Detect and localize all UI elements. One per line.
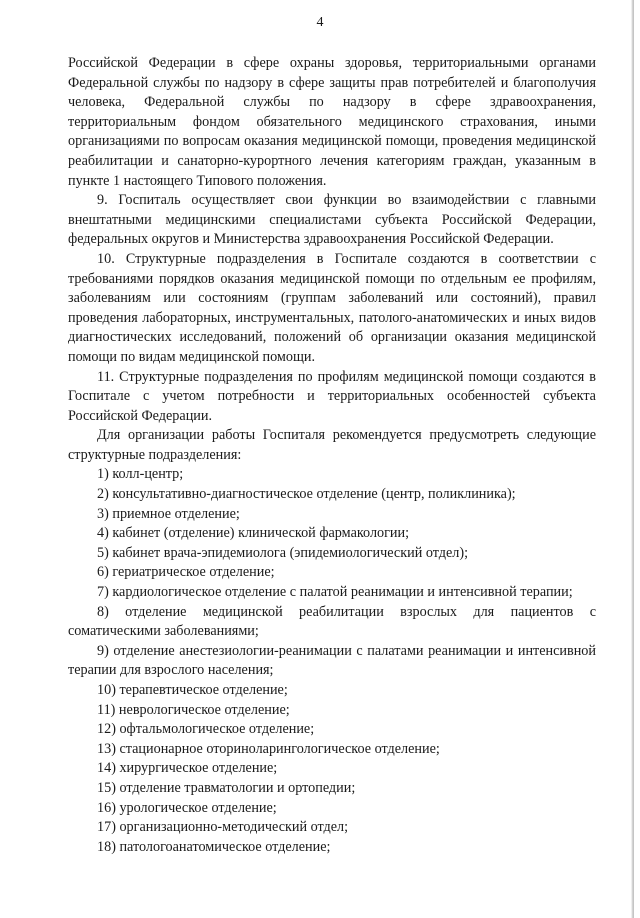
paragraph-11: 11. Структурные подразделения по профилям медицинской помощи создаются в Госпитале с учетом потребности и территориальных особенностей субъекта Российской Федерации. bbox=[68, 368, 596, 424]
list-item: 16) урологическое отделение; bbox=[97, 799, 277, 816]
list-item: 15) отделение травматологии и ортопедии; bbox=[97, 779, 356, 796]
list-item: 5) кабинет врача-эпидемиолога (эпидемиологический отдел); bbox=[97, 544, 469, 561]
list-item: 2) консультативно-диагностическое отделение (центр, поликлиника); bbox=[97, 486, 516, 503]
document-body bbox=[68, 54, 596, 857]
list-item: 11) неврологическое отделение; bbox=[97, 701, 290, 718]
list-item: 7) кардиологическое отделение с палатой реанимации и интенсивной терапии; bbox=[97, 584, 573, 601]
list-item: 14) хирургическое отделение; bbox=[97, 760, 278, 777]
paragraph-9: 9. Госпиталь осуществляет свои функции во взаимодействии с главными внештатными медицинскими специалистами субъекта Российской Федерации, федеральных округов и Министерства здравоохранения Российской Федерации. bbox=[68, 192, 596, 248]
list-item: 3) приемное отделение; bbox=[97, 505, 240, 522]
list-item: 17) организационно-методический отдел; bbox=[97, 819, 349, 836]
list-item: 1) колл-центр; bbox=[97, 466, 184, 483]
page-number: 4 bbox=[316, 15, 324, 30]
list-item: 6) гериатрическое отделение; bbox=[97, 564, 275, 581]
departments-list bbox=[68, 465, 596, 857]
list-item: 8) отделение медицинской реабилитации взрослых для пациентов с соматическими заболеваниями; bbox=[68, 603, 596, 640]
paragraph-structure-intro: Для организации работы Госпиталя рекомендуется предусмотреть следующие структурные подразделения: bbox=[68, 427, 596, 463]
list-item: 18) патологоанатомическое отделение; bbox=[97, 838, 331, 855]
list-item: 12) офтальмологическое отделение; bbox=[97, 721, 315, 738]
list-item: 9) отделение анестезиологии-реанимации с палатами реанимации и интенсивной терапии для взрослого населения; bbox=[68, 642, 596, 679]
list-item: 4) кабинет (отделение) клинической фармакологии; bbox=[97, 525, 410, 542]
list-item: 13) стационарное оториноларингологическое отделение; bbox=[97, 740, 440, 757]
paragraph-continuation: Российской Федерации в сфере охраны здоровья, территориальными органами Федеральной службы по надзору в сфере защиты прав потребителей и благополучия человека, Федеральной службы по надзору в сфере здравоохранения, территориальным фондом обязательного медицинского страхования, иными организациями по вопросам оказания медицинской помощи, проведения медицинской реабилитации и санаторно-курортного лечения категориям граждан, указанным в пункте 1 настоящего Типового положения. bbox=[68, 55, 596, 189]
paragraph-10: 10. Структурные подразделения в Госпитале создаются в соответствии с требованиями порядков оказания медицинской помощи по отдельным ее профилям, заболеваниям или состояниям (группам заболеваний или состояний), правил проведения лабораторных, инструментальных, патолого-анатомических и иных видов диагностических исследований, положений об организации оказания медицинской помощи по видам медицинской помощи. bbox=[68, 250, 596, 365]
list-item: 10) терапевтическое отделение; bbox=[97, 682, 288, 698]
